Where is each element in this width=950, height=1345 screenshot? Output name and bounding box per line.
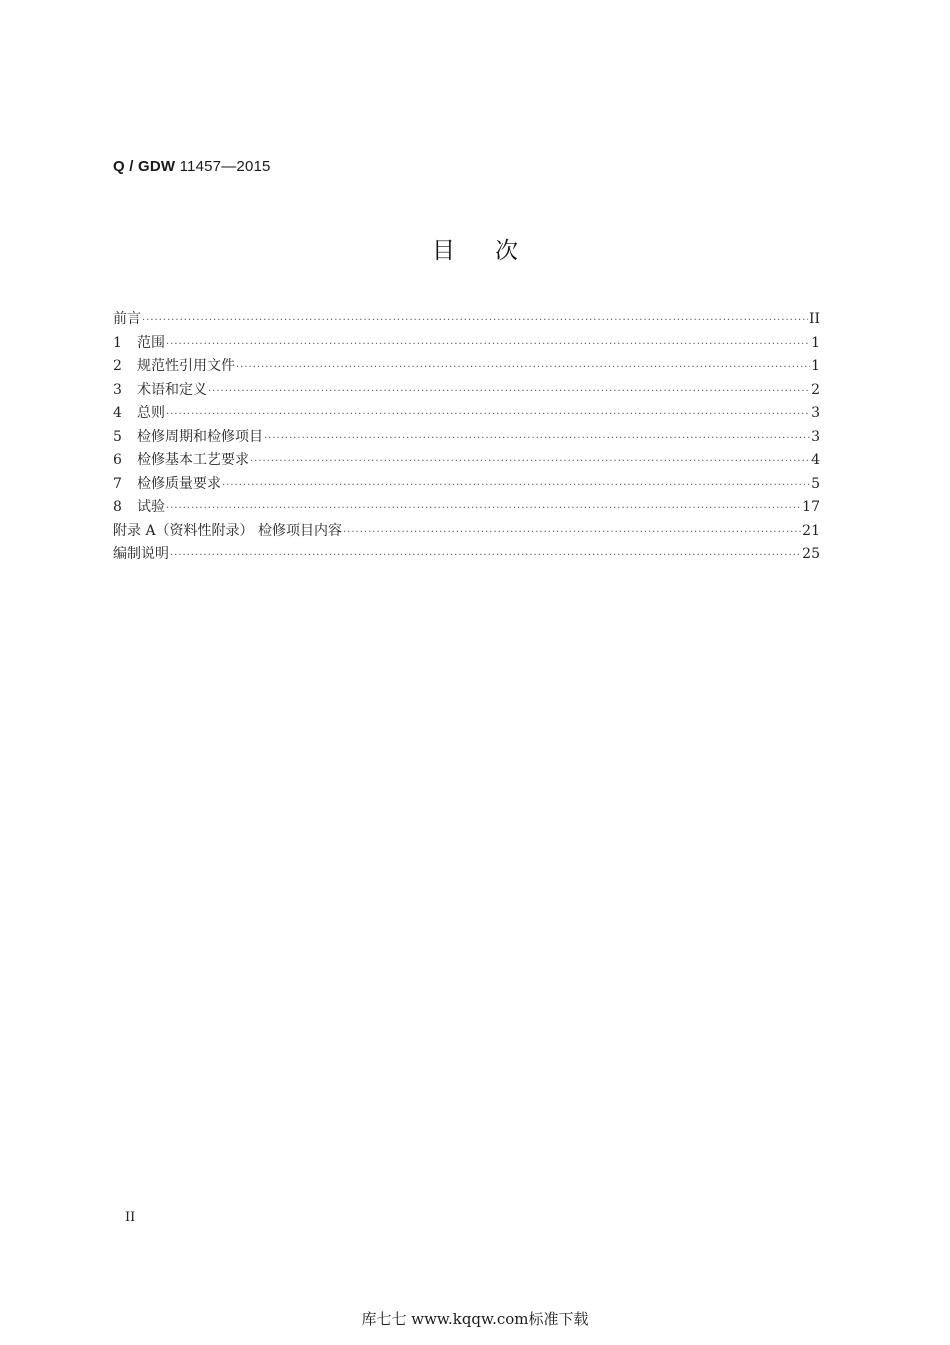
toc-entry-preface[interactable] bbox=[113, 309, 820, 333]
toc-entry-page: 4 bbox=[811, 452, 820, 468]
toc-leader-dots bbox=[236, 358, 810, 378]
toc-leader-dots bbox=[222, 476, 810, 496]
toc-entry-page: 3 bbox=[811, 428, 820, 445]
toc-entry-explanation[interactable] bbox=[113, 544, 820, 568]
toc-entry-tests[interactable] bbox=[113, 497, 820, 521]
toc-entry-page: 25 bbox=[802, 546, 820, 562]
toc-entry-page: 2 bbox=[811, 381, 820, 398]
toc-entry-text: 检修基本工艺要求 bbox=[137, 452, 249, 468]
toc-entry-text: 前言 bbox=[113, 311, 141, 327]
toc-entry-text: 试验 bbox=[137, 499, 165, 515]
toc-list bbox=[113, 309, 820, 568]
toc-entry-scope[interactable] bbox=[113, 333, 820, 357]
toc-entry-number: 5 bbox=[113, 428, 122, 445]
toc-leader-dots bbox=[166, 405, 810, 425]
toc-entry-text: 附录 A（资料性附录） 检修项目内容 bbox=[113, 522, 343, 539]
toc-entry-general[interactable] bbox=[113, 403, 820, 427]
toc-leader-dots bbox=[264, 429, 810, 449]
toc-entry-text: 编制说明 bbox=[113, 546, 169, 562]
toc-leader-dots bbox=[170, 546, 801, 566]
toc-entry-text: 术语和定义 bbox=[137, 381, 207, 398]
toc-entry-text: 检修质量要求 bbox=[137, 475, 221, 492]
toc-entry-number: 1 bbox=[113, 334, 122, 351]
toc-entry-page: 1 bbox=[811, 334, 820, 351]
toc-entry-number: 3 bbox=[113, 381, 122, 398]
document-code-number: 11457—2015 bbox=[175, 158, 271, 175]
document-code bbox=[113, 158, 271, 175]
toc-entry-terms-definitions[interactable] bbox=[113, 380, 820, 404]
document-code-prefix: Q / GDW bbox=[113, 158, 176, 175]
toc-entry-maintenance-cycle[interactable] bbox=[113, 427, 820, 451]
toc-entry-number: 7 bbox=[113, 475, 122, 492]
toc-entry-page: 21 bbox=[802, 522, 820, 539]
toc-leader-dots bbox=[142, 311, 808, 331]
toc-entry-number: 6 bbox=[113, 452, 122, 468]
toc-entry-text: 总则 bbox=[137, 405, 165, 421]
toc-leader-dots bbox=[343, 523, 801, 543]
toc-leader-dots bbox=[166, 335, 810, 355]
toc-entry-normative-references[interactable] bbox=[113, 356, 820, 380]
toc-entry-text: 范围 bbox=[137, 334, 165, 351]
toc-entry-number: 4 bbox=[113, 405, 122, 421]
toc-entry-appendix-a[interactable] bbox=[113, 521, 820, 545]
toc-entry-text: 规范性引用文件 bbox=[137, 358, 235, 374]
toc-entry-number: 8 bbox=[113, 499, 122, 515]
toc-leader-dots bbox=[166, 499, 801, 519]
toc-entry-page: 1 bbox=[811, 358, 820, 374]
toc-leader-dots bbox=[250, 452, 810, 472]
toc-entry-page: II bbox=[808, 311, 820, 327]
toc-entry-number: 2 bbox=[113, 358, 122, 374]
toc-entry-page: 3 bbox=[811, 405, 820, 421]
toc-entry-process-requirements[interactable] bbox=[113, 450, 820, 474]
toc-entry-page: 5 bbox=[811, 475, 820, 492]
toc-entry-text: 检修周期和检修项目 bbox=[137, 428, 263, 445]
toc-entry-page: 17 bbox=[802, 499, 820, 515]
toc-title: 目次 bbox=[432, 238, 558, 264]
toc-entry-quality-requirements[interactable] bbox=[113, 474, 820, 498]
page-number: II bbox=[125, 1210, 136, 1225]
watermark-text: 库七七 www.kqqw.com标准下载 bbox=[361, 1310, 589, 1328]
toc-leader-dots bbox=[208, 382, 810, 402]
